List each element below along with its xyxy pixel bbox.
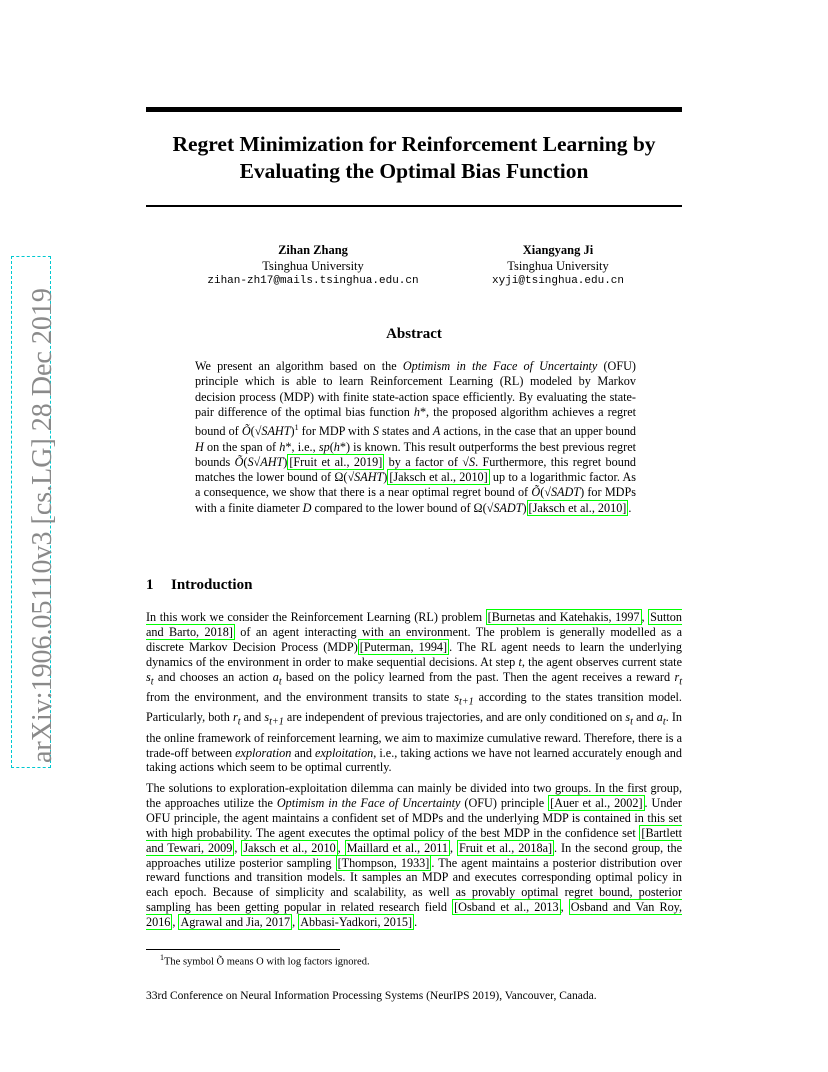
citation-link[interactable]: Osband and Van Roy, 2016 — [146, 900, 683, 930]
intro-paragraph-1: In this work we consider the Reinforcement Learning (RL) problem [Burnetas and Katehakis, 1997 , Sutton and Barto, 2018] of an agent interacting with an environment. The problem is generally modelled as a discrete Markov Decision Process (MDP) [Puterman, 1994] . The RL agent needs to learn the underlying dynamics of the environment in order to make sequential decisions. At step t, the agent observes current state $s_t$ and chooses an action $a_t$ based on the policy learned from the past. Then the agent receives a reward $r_t$ from the environment, and the environment transits to state $s_{t+1}$ according to the states transition model. Particularly, both $r_t$ and $s_{t+1}$ are independent of previous trajectories, and are only conditioned on $s_t$ and $a_t$. In the online framework of reinforcement learning, we aim to maximize cumulative reward. Therefore, there is a trade-off between exploration and exploitation, i.e., taking actions we have not learned accurately enough and taking actions which seem to be optimal currently. — [146, 610, 683, 775]
author-name: Zihan Zhang — [278, 243, 348, 257]
author-block-1 — [188, 243, 438, 290]
citation-link[interactable]: [Osband et al., 2013 — [454, 900, 559, 915]
footnote-rule — [146, 949, 340, 950]
footnote-text: The symbol Õ means O with log factors ignored. — [164, 956, 370, 968]
citation-link[interactable]: [Fruit et al., 2019] — [289, 454, 383, 469]
author-email: zihan-zh17@mails.tsinghua.edu.cn — [207, 275, 419, 287]
author-name: Xiangyang Ji — [522, 243, 594, 257]
footnote: $^1$The symbol Õ means O with log factors ignored. — [160, 953, 370, 968]
intro-paragraph-2: The solutions to exploration-exploitation dilemma can mainly be divided into two groups. In the first group, the approaches utilize the Optimism in the Face of Uncertainty (OFU) principle [Auer et al., 2002] . Under OFU principle, the agent maintains a confident set of MDPs and the underlying MDP is contained in this set with high probability. The agent executes the optimal policy of the best MDP in the confidence set [Bartlett and Tewari, 2009 , Jaksch et al., 2010 , Maillard et al., 2011 , Fruit et al., 2018a] . In the second group, the approaches utilize posterior sampling [Thompson, 1933] . The agent maintains a posterior distribution over reward functions and transition models. It samples an MDP and executes corresponding optimal policy in each epoch. Because of simplicity and scalability, as well as provably optimal regret bound, posterior sampling has been getting popular in related research field [Osband et al., 2013 , Osband and Van Roy, 2016 , Agrawal and Jia, 2017 , Abbasi-Yadkori, 2015] . — [146, 781, 683, 930]
section-heading — [146, 577, 252, 594]
author-affiliation: Tsinghua University — [262, 258, 364, 273]
title-rule-top — [146, 107, 682, 112]
paper-title: Regret Minimization for Reinforcement Learning by Evaluating the Optimal Bias Function — [172, 132, 656, 183]
title-rule-bottom — [146, 205, 682, 207]
citation-link[interactable]: [Jaksch et al., 2010] — [528, 500, 627, 515]
citation-link[interactable]: [Bartlett and Tewari, 2009 — [146, 825, 682, 855]
author-affiliation: Tsinghua University — [507, 258, 609, 273]
citation-link[interactable]: Fruit et al., 2018a] — [459, 840, 553, 855]
citation-link[interactable]: Sutton and Barto, 2018] — [146, 610, 682, 639]
section-number: 1 — [146, 577, 154, 593]
citation-link[interactable]: [Burnetas and Katehakis, 1997 — [487, 610, 640, 624]
citation-link[interactable]: Agrawal and Jia, 2017 — [180, 915, 291, 930]
citation-link[interactable]: Abbasi-Yadkori, 2015] — [300, 915, 413, 930]
citation-link[interactable]: Jaksch et al., 2010 — [243, 840, 336, 855]
citation-link[interactable]: [Thompson, 1933] — [337, 855, 430, 870]
author-block-2 — [433, 243, 683, 290]
citation-link[interactable]: [Auer et al., 2002] — [550, 795, 643, 810]
section-title: Introduction — [171, 577, 253, 593]
abstract-heading: Abstract — [386, 326, 442, 342]
citation-link[interactable]: [Jaksch et al., 2010] — [389, 470, 488, 485]
citation-link[interactable]: [Puterman, 1994] — [359, 639, 448, 654]
citation-link[interactable]: Maillard et al., 2011 — [346, 840, 449, 855]
author-email: xyji@tsinghua.edu.cn — [491, 275, 625, 287]
conference-note: 33rd Conference on Neural Information Processing Systems (NeurIPS 2019), Vancouver, Canada. — [146, 990, 597, 1002]
arxiv-stamp: arXiv:1906.05110v3 [cs.LG] 28 Dec 2019 — [27, 288, 58, 763]
abstract-body: We present an algorithm based on the Optimism in the Face of Uncertainty (OFU) principle which is able to learn Reinforcement Learning (RL) modeled by Markov decision process (MDP) with finite state-action space efficiently. By evaluating the state-pair difference of the optimal bias function h*, the proposed algorithm achieves a regret bound of Õ(√SAHT)$^1$ for MDP with S states and A actions, in the case that an upper bound H on the span of h*, i.e., sp(h*) is known. This result outperforms the best previous regret bounds Õ(S√AHT) [Fruit et al., 2019] by a factor of √S. Furthermore, this regret bound matches the lower bound of Ω(√SAHT) [Jaksch et al., 2010] up to a logarithmic factor. As a consequence, we show that there is a near optimal regret bound of Õ(√SADT) for MDPs with a finite diameter D compared to the lower bound of Ω(√SADT) [Jaksch et al., 2010] . — [195, 359, 637, 515]
